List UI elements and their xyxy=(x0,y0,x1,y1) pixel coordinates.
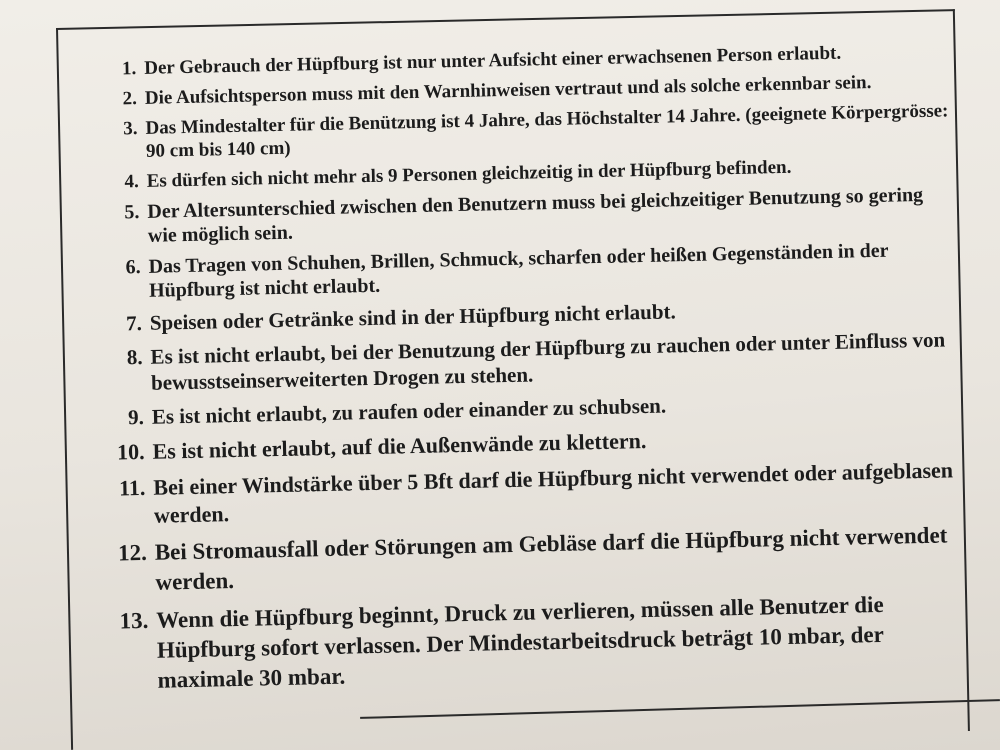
rule-text: Wenn die Hüpfburg beginnt, Druck zu verlieren, müssen alle Benutzer die Hüpfburg sofort verlassen. Der Mindestarbeitsdruck beträgt 10 mbar, der maximale 30 mbar. xyxy=(156,591,884,693)
rule-number: 13. xyxy=(119,607,149,634)
rule-text: Bei einer Windstärke über 5 Bft darf die Hüpfburg nicht verwendet oder aufgeblasen werden. xyxy=(153,457,954,528)
list-item xyxy=(102,520,963,599)
rule-text: Der Gebrauch der Hüpfburg ist nur unter Aufsicht einer erwachsenen Person erlaubt. xyxy=(144,42,842,79)
rule-text: Es dürfen sich nicht mehr als 9 Personen gleichzeitig in der Hüpfburg befinden. xyxy=(146,156,792,192)
list-item xyxy=(104,588,966,697)
rule-text: Es ist nicht erlaubt, bei der Benutzung der Hüpfburg zu rauchen oder unter Einfluss von bewusstseinserweiterten Drogen zu stehen. xyxy=(150,327,946,395)
rule-number: 12. xyxy=(117,539,148,566)
rule-text: Das Mindestalter für die Benützung ist 4 Jahre, das Höchstalter 14 Jahre. (geeignete Körpergrösse: 90 cm bis 140 cm) xyxy=(145,100,949,162)
rule-text: Bei Stromausfall oder Störungen am Gebläse darf die Hüpfburg nicht verwendet werden. xyxy=(154,522,948,595)
rule-number: 6. xyxy=(125,255,141,279)
rule-number: 3. xyxy=(123,118,138,140)
rule-number: 9. xyxy=(127,404,145,430)
list-item xyxy=(96,237,957,304)
rule-text: Es ist nicht erlaubt, zu raufen oder einander zu schubsen. xyxy=(151,393,667,429)
rule-number: 8. xyxy=(126,344,143,370)
rule-text: Speisen oder Getränke sind in der Hüpfburg nicht erlaubt. xyxy=(149,299,676,335)
rule-text: Es ist nicht erlaubt, auf die Außenwände zu klettern. xyxy=(152,428,647,464)
rule-text: Das Tragen von Schuhen, Brillen, Schmuck, scharfen oder heißen Gegenständen in der Hüpfburg ist nicht erlaubt. xyxy=(148,239,889,302)
list-item xyxy=(101,456,962,531)
rule-number: 7. xyxy=(125,310,143,336)
rule-number: 5. xyxy=(124,201,140,224)
list-item xyxy=(98,326,959,397)
rule-number: 4. xyxy=(124,171,139,193)
rule-number: 11. xyxy=(118,474,146,501)
rule-number: 1. xyxy=(121,58,137,80)
rule-number: 10. xyxy=(116,438,145,465)
rule-text: Die Aufsichtsperson muss mit den Warnhinweisen vertraut und als solche erkennbar sein. xyxy=(144,72,872,109)
rule-number: 2. xyxy=(122,88,138,110)
rule-text: Der Altersunterschied zwischen den Benutzern muss bei gleichzeitiger Benutzung so gering wie möglich sein. xyxy=(147,183,924,247)
list-item xyxy=(95,182,956,249)
rules-list xyxy=(92,39,966,705)
